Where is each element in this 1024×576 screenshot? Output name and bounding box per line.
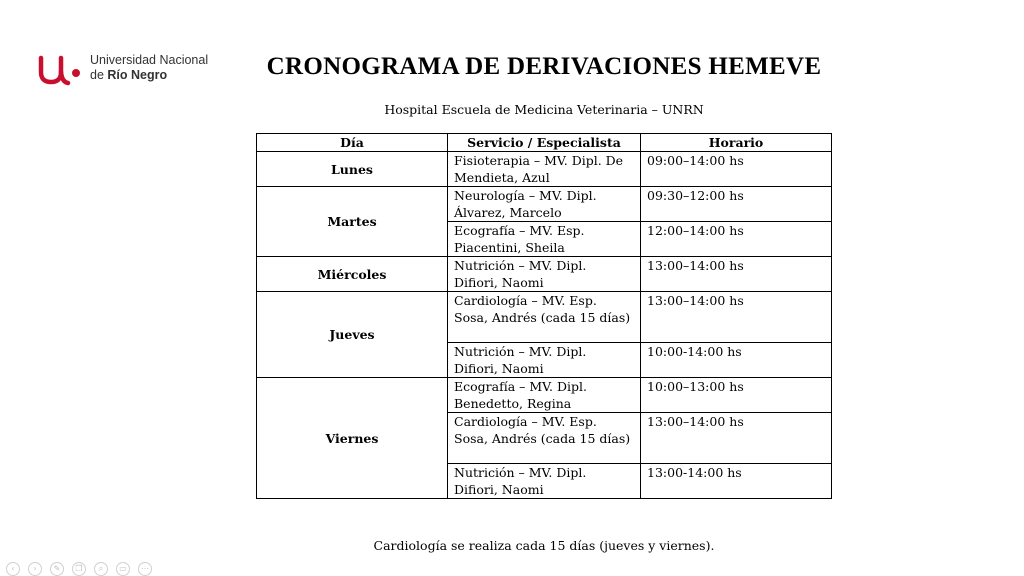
header-time: Horario (641, 134, 832, 152)
next-icon[interactable]: › (28, 562, 42, 576)
footnote: Cardiología se realiza cada 15 días (jueves y viernes). (373, 538, 715, 553)
table-row (257, 378, 832, 413)
schedule-table (256, 133, 832, 499)
unrn-logo-icon (38, 50, 82, 86)
institution-line2 (90, 68, 208, 83)
table-row (257, 257, 832, 292)
copy-icon[interactable]: ❐ (72, 562, 86, 576)
time-cell: 10:00–13:00 hs (641, 378, 832, 413)
service-cell: Cardiología – MV. Esp. Sosa, Andrés (cada 15 días) (448, 413, 641, 464)
time-cell: 13:00–14:00 hs (641, 257, 832, 292)
zoom-icon[interactable]: ⌕ (94, 562, 108, 576)
institution-line1: Universidad Nacional (90, 53, 209, 67)
day-cell: Miércoles (257, 257, 448, 292)
service-cell: Ecografía – MV. Dipl. Benedetto, Regina (448, 378, 641, 413)
day-cell: Lunes (257, 152, 448, 187)
page-title: CRONOGRAMA DE DERIVACIONES HEMEVE (266, 53, 822, 80)
service-cell: Neurología – MV. Dipl. Álvarez, Marcelo (448, 187, 641, 222)
screen-icon[interactable]: ▭ (116, 562, 130, 576)
day-cell: Jueves (257, 292, 448, 378)
time-cell: 13:00–14:00 hs (641, 292, 832, 343)
institution-name (90, 53, 208, 83)
prev-icon[interactable]: ‹ (6, 562, 20, 576)
table-row (257, 152, 832, 187)
time-cell: 13:00-14:00 hs (641, 464, 832, 499)
service-cell: Nutrición – MV. Dipl. Difiori, Naomi (448, 343, 641, 378)
table-row (257, 292, 832, 343)
page-subtitle: Hospital Escuela de Medicina Veterinaria – UNRN (384, 102, 704, 117)
more-icon[interactable]: ⋯ (138, 562, 152, 576)
day-cell: Martes (257, 187, 448, 257)
header-service: Servicio / Especialista (448, 134, 641, 152)
service-cell: Ecografía – MV. Esp. Piacentini, Sheila (448, 222, 641, 257)
university-logo (38, 50, 238, 90)
header-day: Día (257, 134, 448, 152)
service-cell: Cardiología – MV. Esp. Sosa, Andrés (cada 15 días) (448, 292, 641, 343)
pen-icon[interactable]: ✎ (50, 562, 64, 576)
day-cell: Viernes (257, 378, 448, 499)
presentation-toolbar (6, 556, 160, 572)
time-cell: 09:30–12:00 hs (641, 187, 832, 222)
service-cell: Nutrición – MV. Dipl. Difiori, Naomi (448, 464, 641, 499)
table-row (257, 187, 832, 222)
time-cell: 12:00–14:00 hs (641, 222, 832, 257)
institution-line2-bold: Río Negro (107, 68, 168, 82)
service-cell: Fisioterapia – MV. Dipl. De Mendieta, Azul (448, 152, 641, 187)
time-cell: 13:00–14:00 hs (641, 413, 832, 464)
time-cell: 09:00–14:00 hs (641, 152, 832, 187)
institution-line2-prefix: de (90, 68, 104, 82)
table-header-row (257, 134, 832, 152)
time-cell: 10:00-14:00 hs (641, 343, 832, 378)
service-cell: Nutrición – MV. Dipl. Difiori, Naomi (448, 257, 641, 292)
